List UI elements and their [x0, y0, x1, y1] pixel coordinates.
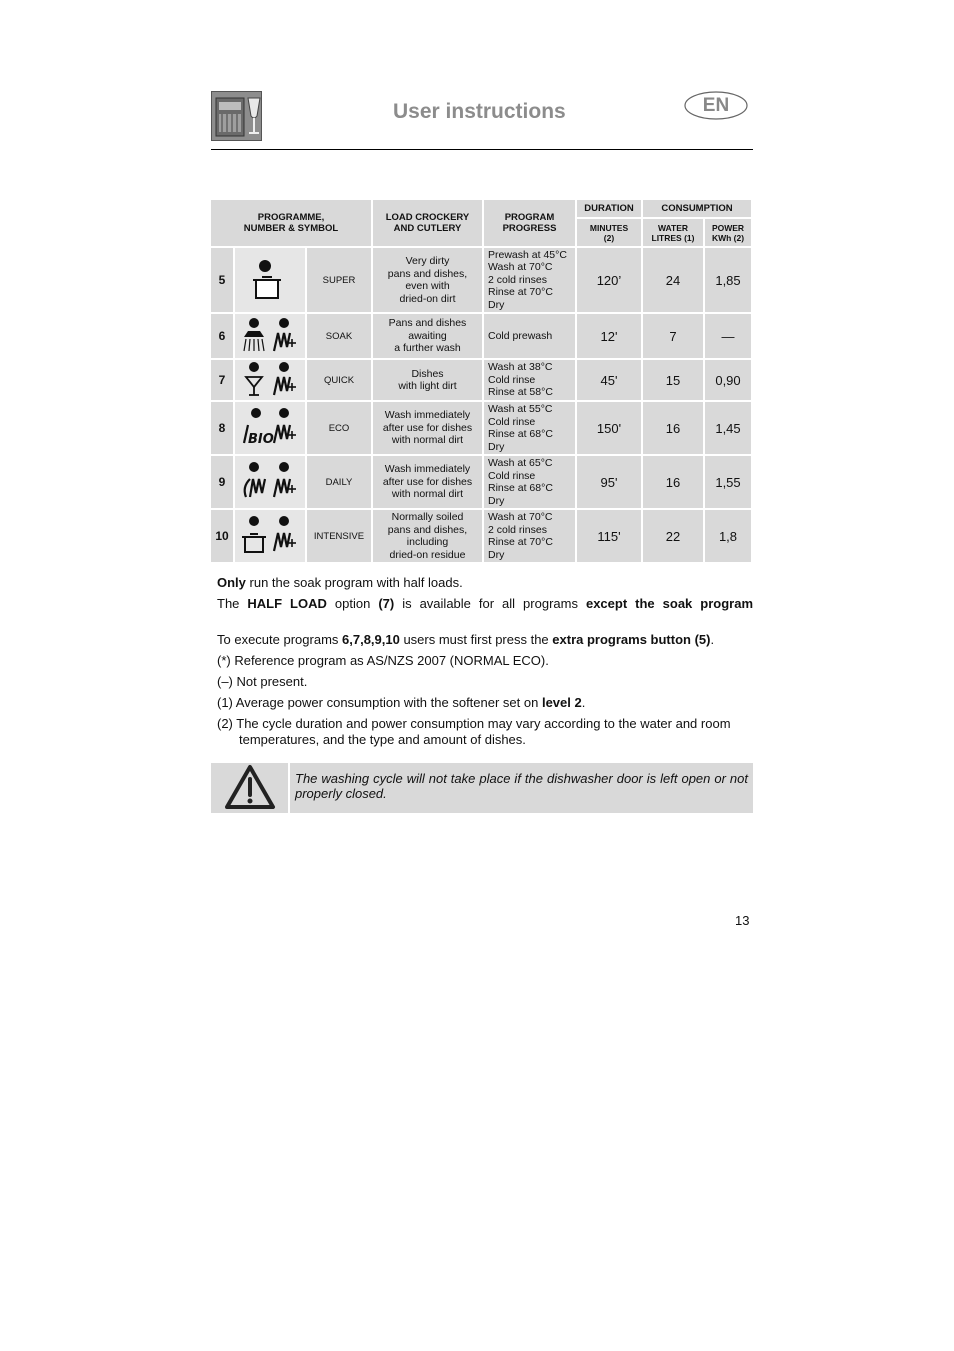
table-row	[211, 248, 751, 312]
programme-name: DAILY	[307, 456, 371, 508]
program-progress: Wash at 38°C Cold rinse Rinse at 58°C	[484, 360, 575, 400]
programme-name: QUICK	[307, 360, 371, 400]
water-litres: 24	[643, 248, 703, 312]
table-row	[211, 402, 751, 454]
note-half-load: The HALF LOAD option (7) is available for all programs except the soak program	[217, 596, 754, 611]
table-row	[211, 360, 751, 400]
warning-icon	[211, 763, 288, 813]
programme-name: SOAK	[307, 314, 371, 358]
programme-table	[209, 198, 753, 564]
duration-minutes: 120’	[577, 248, 641, 312]
table-row	[211, 456, 751, 508]
pot-icon	[235, 248, 305, 312]
note-reference: (*) Reference program as AS/NZS 2007 (NORMAL ECO).	[217, 653, 549, 668]
power-kwh: 1,85	[705, 248, 751, 312]
programme-name: SUPER	[307, 248, 371, 312]
language-badge	[684, 91, 748, 120]
duration-minutes: 115'	[577, 510, 641, 562]
header-water: WATER LITRES (1)	[643, 219, 703, 246]
note-cycle-duration: (2) The cycle duration and power consumption may vary according to the water and room temperatures, and the type and amount of dishes.	[217, 716, 731, 747]
load-description: Wash immediately after use for dishes with normal dirt	[373, 456, 482, 508]
load-description: Wash immediately after use for dishes with normal dirt	[373, 402, 482, 454]
load-description: Very dirty pans and dishes, even with dried-on dirt	[373, 248, 482, 312]
programme-number: 8	[211, 402, 233, 454]
warning-text: The washing cycle will not take place if the dishwasher door is left open or not properly closed.	[290, 763, 753, 813]
pot-icon	[235, 510, 305, 562]
duration-minutes: 45'	[577, 360, 641, 400]
power-kwh: 1,8	[705, 510, 751, 562]
header-divider	[211, 149, 753, 150]
header-consumption: CONSUMPTION	[643, 200, 751, 217]
note-not-present: (–) Not present.	[217, 674, 308, 689]
header-power: POWER KWh (2)	[705, 219, 751, 246]
program-progress: Prewash at 45°C Wash at 70°C 2 cold rinses Rinse at 70°C Dry	[484, 248, 575, 312]
program-progress: Wash at 55°C Cold rinse Rinse at 68°C Dry	[484, 402, 575, 454]
load-description: Dishes with light dirt	[373, 360, 482, 400]
bio-icon	[235, 402, 305, 454]
page-title: User instructions	[393, 100, 566, 123]
header-minutes: MINUTES (2)	[577, 219, 641, 246]
power-kwh: —	[705, 314, 751, 358]
load-description: Pans and dishes awaiting a further wash	[373, 314, 482, 358]
note-extra-programs: To execute programs 6,7,8,9,10 users must first press the extra programs button (5).	[217, 632, 715, 647]
duration-minutes: 95'	[577, 456, 641, 508]
header-programme: PROGRAMME, NUMBER & SYMBOL	[211, 200, 371, 246]
water-litres: 15	[643, 360, 703, 400]
notes-section	[217, 575, 753, 748]
programme-number: 5	[211, 248, 233, 312]
water-litres: 16	[643, 402, 703, 454]
power-kwh: 1,55	[705, 456, 751, 508]
page-number: 13	[735, 913, 750, 928]
power-kwh: 0,90	[705, 360, 751, 400]
svg-text:BIO: BIO	[248, 432, 274, 447]
water-litres: 16	[643, 456, 703, 508]
daily-icon	[235, 456, 305, 508]
dishwasher-logo-icon	[211, 91, 262, 141]
shower-icon	[235, 314, 305, 358]
programme-number: 9	[211, 456, 233, 508]
programme-name: ECO	[307, 402, 371, 454]
programme-number: 6	[211, 314, 233, 358]
header-duration: DURATION	[577, 200, 641, 217]
programme-number: 10	[211, 510, 233, 562]
table-row	[211, 314, 751, 358]
language-badge-label: EN	[702, 95, 730, 116]
glass-icon	[235, 360, 305, 400]
program-progress: Wash at 65°C Cold rinse Rinse at 68°C Dry	[484, 456, 575, 508]
note-soak-half-load: Only run the soak program with half loads.	[217, 575, 463, 590]
header-progress: PROGRAM PROGRESS	[484, 200, 575, 246]
header-load: LOAD CROCKERY AND CUTLERY	[373, 200, 482, 246]
load-description: Normally soiled pans and dishes, including dried-on residue	[373, 510, 482, 562]
water-litres: 22	[643, 510, 703, 562]
program-progress: Wash at 70°C 2 cold rinses Rinse at 70°C Dry	[484, 510, 575, 562]
water-litres: 7	[643, 314, 703, 358]
note-average-power: (1) Average power consumption with the softener set on level 2.	[217, 695, 586, 710]
programme-number: 7	[211, 360, 233, 400]
duration-minutes: 150'	[577, 402, 641, 454]
programme-name: INTENSIVE	[307, 510, 371, 562]
power-kwh: 1,45	[705, 402, 751, 454]
duration-minutes: 12'	[577, 314, 641, 358]
table-row	[211, 510, 751, 562]
program-progress: Cold prewash	[484, 314, 575, 358]
